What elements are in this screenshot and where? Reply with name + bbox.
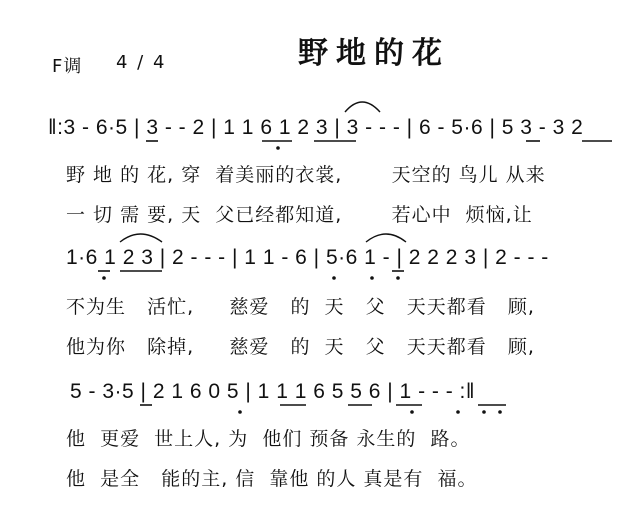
low-octave-dot: [238, 410, 242, 414]
lyric-line-2-verse-2: 他为你 除掉, 慈爱 的 天 父 天天都看 顾,: [66, 336, 535, 358]
low-octave-dot: [410, 410, 414, 414]
lyric-line-1-verse-2: 一 切 需 要, 天 父已经都知道, 若心中 烦恼,让: [66, 204, 533, 226]
notation-line-3: 5 - 3·5 | 2 1 6 0 5 | 1 1 1 6 5 5 6 | 1 - - - :‖: [70, 380, 476, 403]
lyric-line-2-verse-1: 不为生 活忙, 慈爱 的 天 父 天天都看 顾,: [66, 296, 535, 318]
time-signature: 4 / 4: [116, 52, 167, 73]
notation-line-1: ‖:3 - 6·5 | 3 - - 2 | 1 1 6 1 2 3 | 3 - - - | 6 - 5·6 | 5 3 - 3 2: [48, 116, 584, 139]
notation-line-2: 1·6 1 2 3 | 2 - - - | 1 1 - 6 | 5·6 1 - | 2 2 2 3 | 2 - - -: [66, 246, 549, 269]
song-title: 野地的花: [298, 36, 450, 71]
lyric-line-3-verse-1: 他 更爱 世上人, 为 他们 预备 永生的 路。: [66, 428, 471, 450]
low-octave-dot: [276, 146, 280, 150]
low-octave-dot: [482, 410, 486, 414]
low-octave-dot: [102, 276, 106, 280]
key-signature: F调: [52, 56, 83, 77]
low-octave-dot: [370, 276, 374, 280]
low-octave-dot: [332, 276, 336, 280]
low-octave-dot: [498, 410, 502, 414]
low-octave-dot: [396, 276, 400, 280]
slur: [120, 234, 162, 242]
lyric-line-3-verse-2: 他 是全 能的主, 信 靠他 的人 真是有 福。: [66, 468, 478, 490]
low-octave-dot: [456, 410, 460, 414]
slur: [366, 234, 406, 242]
tie-slur: [345, 102, 380, 112]
lyric-line-1-verse-1: 野 地 的 花, 穿 着美丽的衣裳, 天空的 鸟儿 从来: [66, 164, 546, 186]
